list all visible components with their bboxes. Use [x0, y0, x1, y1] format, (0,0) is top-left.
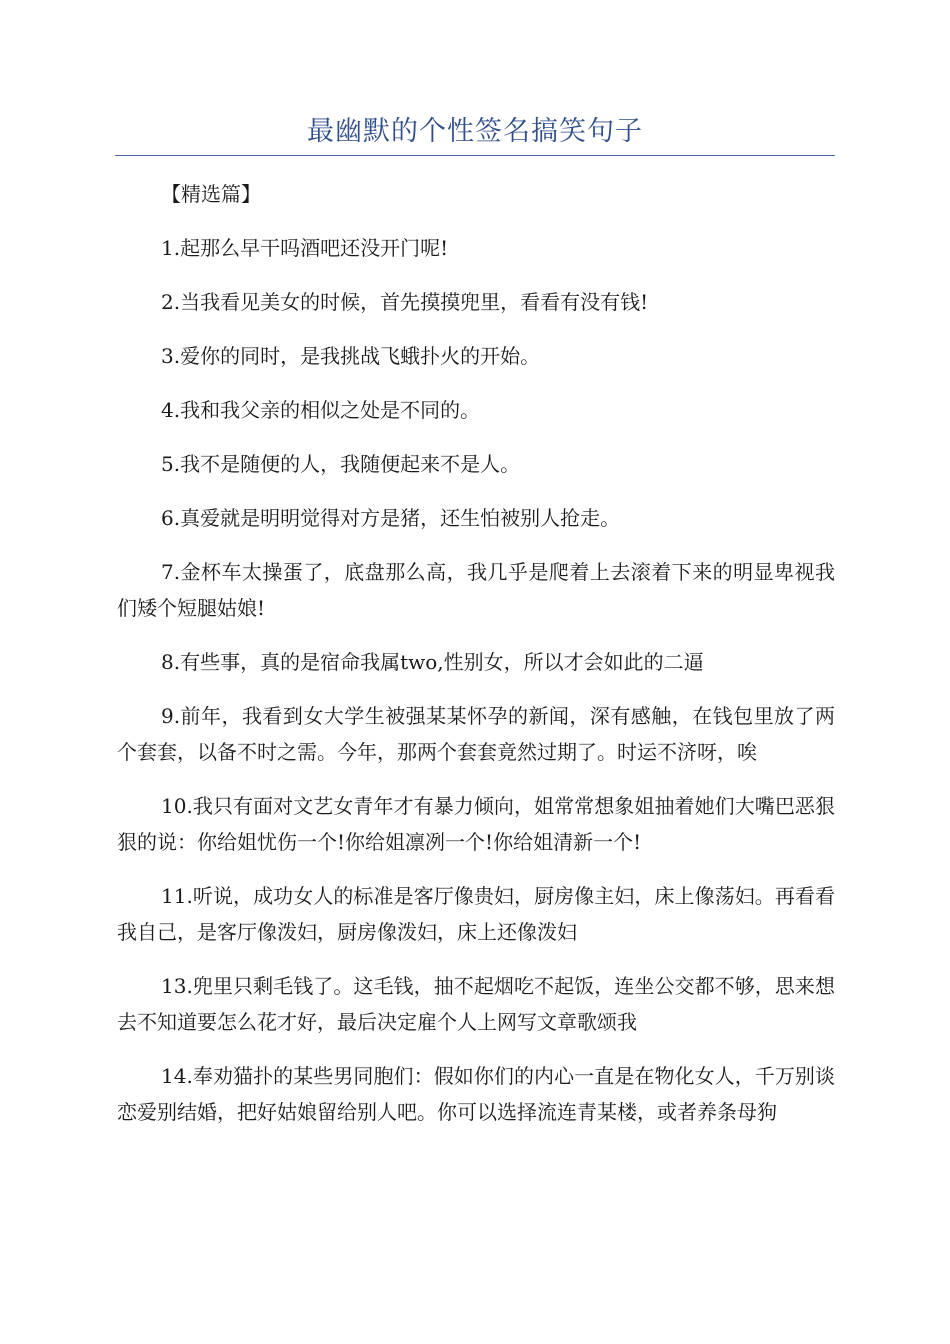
section-heading: 【精选篇】 [161, 182, 261, 206]
list-item: 5.我不是随便的人，我随便起来不是人。 [161, 452, 521, 476]
list-item: 8.有些事，真的是宿命我属two,性别女，所以才会如此的二逼 [161, 650, 704, 674]
list-item: 13.兜里只剩毛钱了。这毛钱，抽不起烟吃不起饭，连坐公交都不够，思来想去不知道要怎么花才好，最后决定雇个人上网写文章歌颂我 [117, 974, 835, 1034]
list-item: 11.听说，成功女人的标准是客厅像贵妇，厨房像主妇，床上像荡妇。再看看我自己，是客厅像泼妇，厨房像泼妇，床上还像泼妇 [117, 884, 835, 944]
document-title: 最幽默的个性签名搞笑句子 [307, 116, 643, 147]
list-item: 4.我和我父亲的相似之处是不同的。 [161, 398, 481, 422]
document-body [117, 176, 835, 1148]
list-item: 2.当我看见美女的时候，首先摸摸兜里，看看有没有钱! [161, 290, 649, 314]
list-item: 6.真爱就是明明觉得对方是猪，还生怕被别人抢走。 [161, 506, 621, 530]
title-underline [115, 155, 835, 156]
list-item: 10.我只有面对文艺女青年才有暴力倾向，姐常常想象姐抽着她们大嘴巴恶狠狠的说：你给姐忧伤一个!你给姐凛冽一个!你给姐清新一个! [117, 794, 835, 854]
list-item: 9.前年，我看到女大学生被强某某怀孕的新闻，深有感触，在钱包里放了两个套套，以备不时之需。今年，那两个套套竟然过期了。时运不济呀，唉 [117, 704, 835, 764]
list-item: 14.奉劝猫扑的某些男同胞们：假如你们的内心一直是在物化女人，千万别谈恋爱别结婚，把好姑娘留给别人吧。你可以选择流连青某楼，或者养条母狗 [117, 1064, 835, 1124]
list-item: 1.起那么早干吗酒吧还没开门呢! [161, 236, 449, 260]
list-item: 7.金杯车太操蛋了，底盘那么高，我几乎是爬着上去滚着下来的明显卑视我们矮个短腿姑娘! [117, 560, 835, 620]
list-item: 3.爱你的同时，是我挑战飞蛾扑火的开始。 [161, 344, 541, 368]
